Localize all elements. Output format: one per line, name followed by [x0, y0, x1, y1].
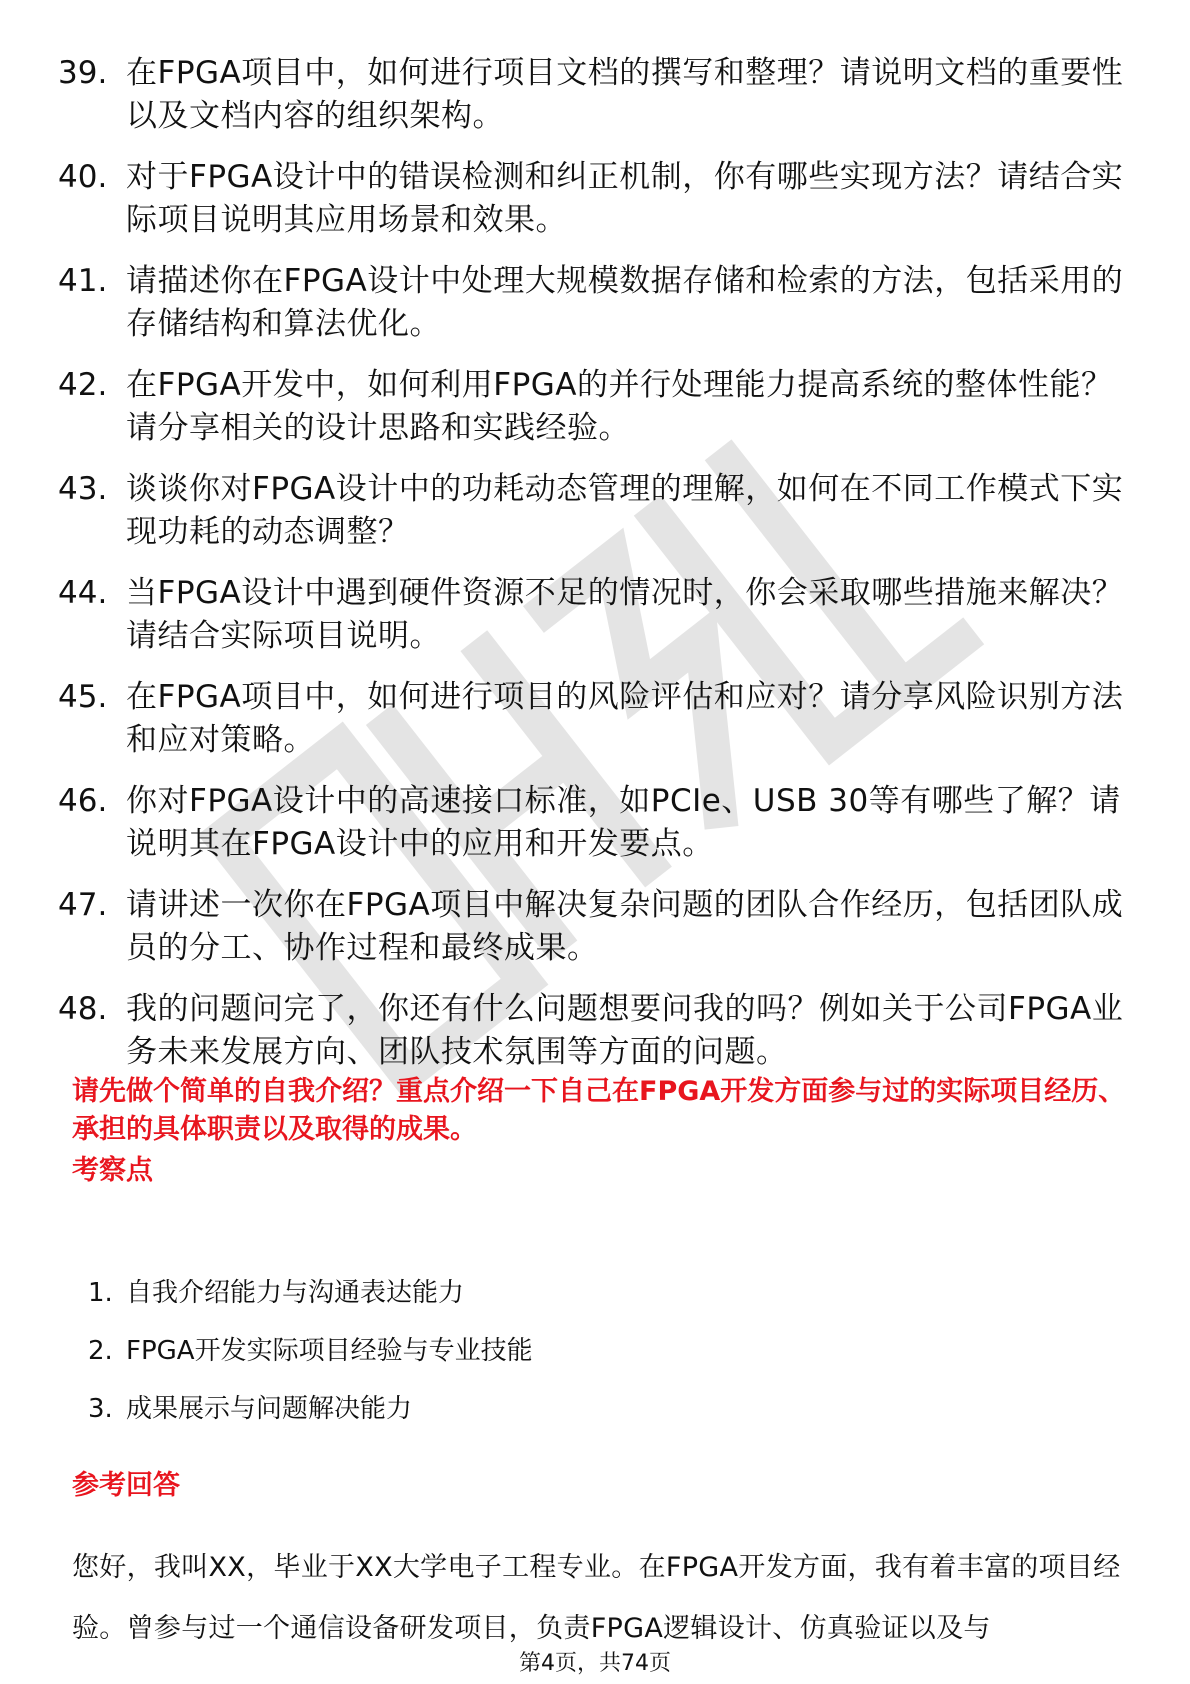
- question-item: [58, 988, 1138, 1074]
- question-number: 42.: [58, 367, 108, 403]
- exam-point-item: [88, 1333, 988, 1369]
- question-list: [58, 52, 1138, 1092]
- question-number: 44.: [58, 575, 108, 611]
- exam-point-item: [88, 1391, 988, 1427]
- question-text: 请描述你在FPGA设计中处理大规模数据存储和检索的方法，包括采用的存储结构和算法优化。: [126, 263, 1124, 342]
- exam-point-item: [88, 1275, 988, 1311]
- question-item: [58, 364, 1138, 450]
- highlight-question: 请先做个简单的自我介绍？重点介绍一下自己在FPGA开发方面参与过的实际项目经历、承担的具体职责以及取得的成果。: [72, 1076, 1126, 1145]
- question-text: 对于FPGA设计中的错误检测和纠正机制，你有哪些实现方法？请结合实际项目说明其应用场景和效果。: [126, 159, 1124, 238]
- exam-point-number: 1.: [88, 1278, 113, 1308]
- question-text: 在FPGA开发中，如何利用FPGA的并行处理能力提高系统的整体性能？请分享相关的设计思路和实践经验。: [126, 367, 1113, 446]
- exam-point-number: 3.: [88, 1394, 113, 1424]
- question-item: [58, 156, 1138, 242]
- question-text: 请讲述一次你在FPGA项目中解决复杂问题的团队合作经历，包括团队成员的分工、协作过程和最终成果。: [126, 887, 1124, 966]
- question-item: [58, 468, 1138, 554]
- exam-point-text: FPGA开发实际项目经验与专业技能: [126, 1336, 533, 1366]
- question-item: [58, 780, 1138, 866]
- exam-points-title: 考察点: [72, 1155, 153, 1186]
- question-item: [58, 884, 1138, 970]
- question-item: [58, 572, 1138, 658]
- question-text: 在FPGA项目中，如何进行项目的风险评估和应对？请分享风险识别方法和应对策略。: [126, 679, 1124, 758]
- question-number: 39.: [58, 55, 108, 91]
- exam-point-number: 2.: [88, 1336, 113, 1366]
- question-number: 40.: [58, 159, 108, 195]
- answer-text: 您好，我叫XX，毕业于XX大学电子工程专业。在FPGA开发方面，我有着丰富的项目经验。曾参与过一个通信设备研发项目，负责FPGA逻辑设计、仿真验证以及与: [72, 1552, 1121, 1644]
- question-item: [58, 260, 1138, 346]
- question-number: 47.: [58, 887, 108, 923]
- question-number: 46.: [58, 783, 108, 819]
- exam-points-list: [88, 1275, 988, 1449]
- question-item: [58, 676, 1138, 762]
- question-text: 你对FPGA设计中的高速接口标准，如PCIe、USB 30等有哪些了解？请说明其在FPGA设计中的应用和开发要点。: [126, 783, 1121, 862]
- exam-point-text: 成果展示与问题解决能力: [126, 1394, 413, 1424]
- page-footer: 第4页，共74页: [519, 1651, 671, 1676]
- question-number: 41.: [58, 263, 108, 299]
- question-item: [58, 52, 1138, 138]
- question-text: 谈谈你对FPGA设计中的功耗动态管理的理解，如何在不同工作模式下实现功耗的动态调整？: [126, 471, 1124, 550]
- question-number: 48.: [58, 991, 108, 1027]
- question-text: 当FPGA设计中遇到硬件资源不足的情况时，你会采取哪些措施来解决？请结合实际项目说明。: [126, 575, 1124, 654]
- question-number: 45.: [58, 679, 108, 715]
- question-text: 我的问题问完了，你还有什么问题想要问我的吗？例如关于公司FPGA业务未来发展方向、团队技术氛围等方面的问题。: [126, 991, 1124, 1070]
- exam-point-text: 自我介绍能力与沟通表达能力: [126, 1278, 465, 1308]
- answer-title: 参考回答: [72, 1470, 180, 1501]
- question-text: 在FPGA项目中，如何进行项目文档的撰写和整理？请说明文档的重要性以及文档内容的组织架构。: [126, 55, 1124, 134]
- question-number: 43.: [58, 471, 108, 507]
